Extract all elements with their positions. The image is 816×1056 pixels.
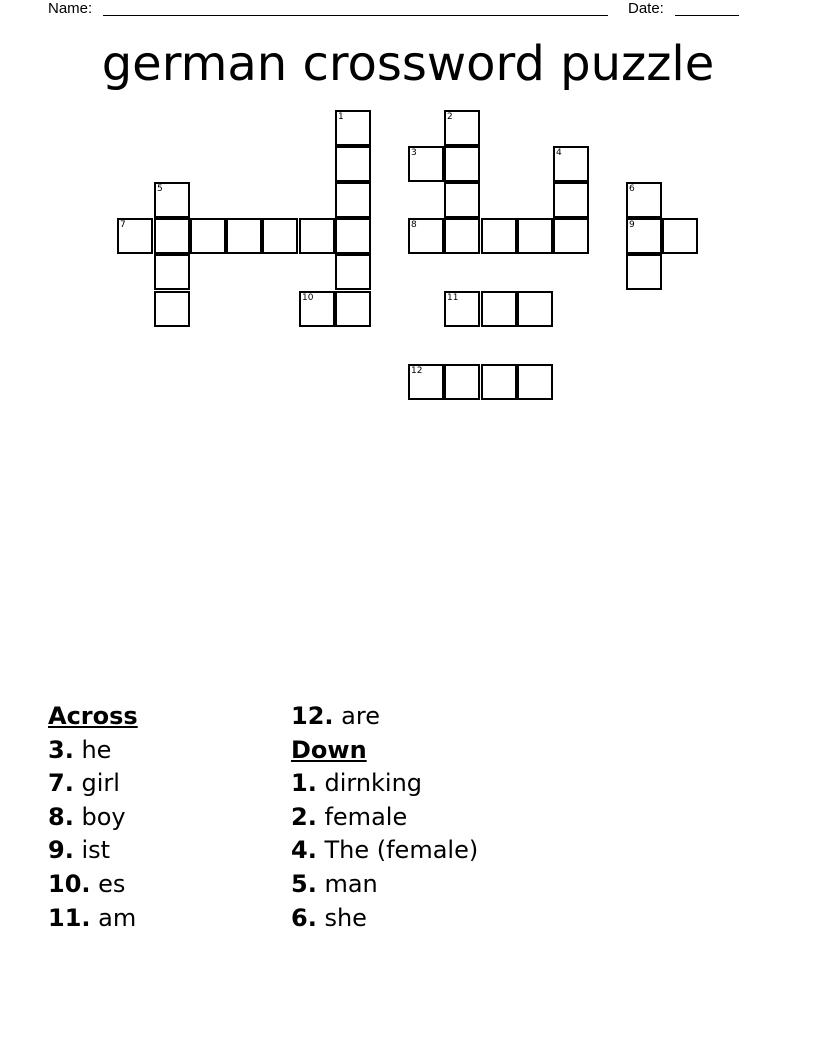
crossword-cell[interactable] bbox=[444, 182, 480, 218]
clue-number: 11. bbox=[48, 903, 91, 932]
clue-number: 4 bbox=[556, 148, 562, 158]
clue-number: 3 bbox=[411, 148, 417, 158]
clue-number: 8. bbox=[48, 802, 74, 831]
crossword-cell[interactable] bbox=[335, 218, 371, 254]
crossword-cell[interactable] bbox=[553, 218, 589, 254]
across-clue bbox=[48, 834, 138, 868]
crossword-cell[interactable] bbox=[335, 110, 371, 146]
crossword-cell[interactable] bbox=[299, 218, 335, 254]
crossword-cell[interactable] bbox=[444, 291, 480, 327]
crossword-cell[interactable] bbox=[408, 218, 444, 254]
crossword-cell[interactable] bbox=[481, 218, 517, 254]
crossword-cell[interactable] bbox=[154, 182, 190, 218]
crossword-grid bbox=[0, 0, 816, 420]
clue-number: 5. bbox=[291, 869, 317, 898]
crossword-cell[interactable] bbox=[154, 254, 190, 290]
clue-number: 11 bbox=[447, 293, 459, 303]
clue-text: she bbox=[324, 903, 367, 932]
clue-column-right bbox=[291, 700, 478, 935]
crossword-cell[interactable] bbox=[517, 218, 553, 254]
crossword-cell[interactable] bbox=[444, 364, 480, 400]
clue-number: 8 bbox=[411, 220, 417, 230]
crossword-cell[interactable] bbox=[626, 182, 662, 218]
clue-text: man bbox=[324, 869, 378, 898]
clue-number: 1 bbox=[338, 112, 344, 122]
across-clue bbox=[48, 902, 138, 936]
across-clue bbox=[48, 801, 138, 835]
clue-number: 3. bbox=[48, 735, 74, 764]
clue-number: 10. bbox=[48, 869, 91, 898]
clue-number: 7 bbox=[120, 220, 126, 230]
clue-text: The (female) bbox=[324, 836, 479, 865]
clue-column-left bbox=[48, 700, 138, 935]
across-heading: Across bbox=[48, 702, 138, 730]
down-heading: Down bbox=[291, 735, 367, 764]
across-clue bbox=[291, 700, 478, 734]
clue-text: boy bbox=[81, 802, 126, 831]
clue-text: are bbox=[341, 702, 380, 730]
clue-number: 9. bbox=[48, 836, 74, 865]
crossword-cell[interactable] bbox=[553, 182, 589, 218]
crossword-cell[interactable] bbox=[335, 254, 371, 290]
clue-number: 4. bbox=[291, 836, 317, 865]
crossword-cell[interactable] bbox=[408, 364, 444, 400]
clue-text: girl bbox=[81, 769, 120, 798]
crossword-cell[interactable] bbox=[262, 218, 298, 254]
date-label: Date: bbox=[628, 0, 664, 17]
crossword-cell[interactable] bbox=[481, 291, 517, 327]
name-label: Name: bbox=[48, 0, 93, 17]
crossword-cell[interactable] bbox=[444, 218, 480, 254]
crossword-cell[interactable] bbox=[444, 146, 480, 182]
clue-number: 10 bbox=[302, 293, 314, 303]
crossword-cell[interactable] bbox=[190, 218, 226, 254]
crossword-cell[interactable] bbox=[517, 291, 553, 327]
down-clue bbox=[291, 767, 478, 801]
clue-text: dirnking bbox=[324, 769, 423, 798]
across-clue bbox=[48, 734, 138, 768]
clue-text: es bbox=[98, 869, 126, 898]
clue-number: 2 bbox=[447, 112, 453, 122]
clue-text: female bbox=[324, 802, 408, 831]
crossword-cell[interactable] bbox=[444, 110, 480, 146]
crossword-cell[interactable] bbox=[662, 218, 698, 254]
crossword-cell[interactable] bbox=[335, 146, 371, 182]
clue-number: 12. bbox=[291, 702, 334, 730]
across-clue bbox=[48, 767, 138, 801]
down-clue bbox=[291, 834, 478, 868]
crossword-cell[interactable] bbox=[335, 182, 371, 218]
clue-number: 5 bbox=[157, 184, 163, 194]
clue-number: 12 bbox=[411, 366, 423, 376]
down-clue bbox=[291, 801, 478, 835]
clue-number: 2. bbox=[291, 802, 317, 831]
clue-text: ist bbox=[81, 836, 111, 865]
crossword-cell[interactable] bbox=[226, 218, 262, 254]
clue-text: he bbox=[81, 735, 112, 764]
crossword-cell[interactable] bbox=[117, 218, 153, 254]
across-clue bbox=[48, 868, 138, 902]
crossword-cell[interactable] bbox=[335, 291, 371, 327]
clue-list bbox=[48, 700, 768, 960]
crossword-cell[interactable] bbox=[517, 364, 553, 400]
clue-number: 7. bbox=[48, 769, 74, 798]
crossword-cell[interactable] bbox=[626, 254, 662, 290]
clue-number: 6. bbox=[291, 903, 317, 932]
crossword-cell[interactable] bbox=[626, 218, 662, 254]
crossword-cell[interactable] bbox=[408, 146, 444, 182]
clue-text: am bbox=[98, 903, 137, 932]
page-title: german crossword puzzle bbox=[101, 36, 715, 92]
crossword-cell[interactable] bbox=[553, 146, 589, 182]
crossword-cell[interactable] bbox=[154, 291, 190, 327]
down-clue bbox=[291, 902, 478, 936]
down-clue bbox=[291, 868, 478, 902]
clue-number: 6 bbox=[629, 184, 635, 194]
clue-number: 1. bbox=[291, 769, 317, 798]
crossword-cell[interactable] bbox=[481, 364, 517, 400]
crossword-cell[interactable] bbox=[299, 291, 335, 327]
clue-number: 9 bbox=[629, 220, 635, 230]
crossword-cell[interactable] bbox=[154, 218, 190, 254]
